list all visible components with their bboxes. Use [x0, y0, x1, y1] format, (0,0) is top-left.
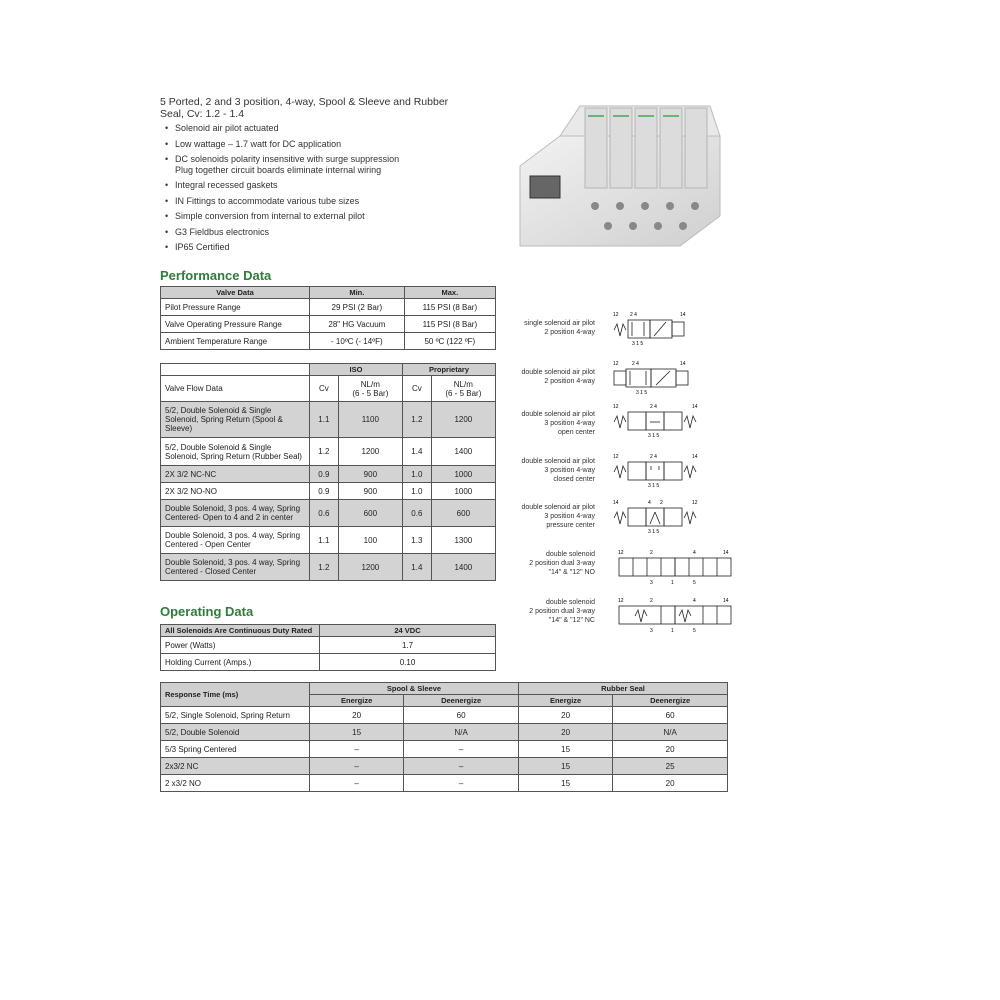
group-header-iso: ISO	[310, 364, 403, 376]
cell: 1.4	[402, 438, 431, 466]
feature-text: Plug together circuit boards eliminate internal wiring	[175, 164, 382, 175]
cell: –	[404, 775, 519, 792]
cell: 5/3 Spring Centered	[161, 741, 310, 758]
symbol-label-line: "14" & "12" NC	[548, 617, 595, 624]
port-label: 2 4	[632, 361, 639, 367]
cv-header: Cv	[310, 376, 339, 402]
symbol-label-line: pressure center	[546, 522, 595, 529]
flow-table	[160, 363, 496, 581]
symbol-label	[485, 368, 595, 386]
intro-line-1: 5 Ported, 2 and 3 position, 4-way, Spool & Sleeve and Rubber	[160, 96, 449, 108]
cell: 0.10	[320, 654, 496, 671]
cell: –	[404, 741, 519, 758]
cell: 600	[431, 500, 495, 527]
port-label: 1	[671, 580, 674, 586]
port-label: 3	[650, 580, 653, 586]
symbol-label	[485, 457, 595, 484]
cell: 900	[338, 483, 402, 500]
blank-cell	[161, 364, 310, 376]
nlm-range-text: (6 - 5 Bar)	[445, 388, 482, 398]
cell: 1300	[431, 527, 495, 554]
valve-symbol-icon	[610, 452, 702, 488]
symbol-label	[485, 410, 595, 437]
nlm-text: NL/m	[453, 379, 473, 389]
cell: 1.2	[310, 438, 339, 466]
nlm-range-text: (6 - 5 Bar)	[352, 388, 389, 398]
symbol-label-line: double solenoid air pilot	[521, 369, 595, 376]
symbol-label	[485, 503, 595, 530]
port-label: 12	[613, 404, 619, 410]
col-header: Deenergize	[404, 695, 519, 707]
port-label: 5	[693, 628, 696, 634]
cell: Pilot Pressure Range	[161, 299, 310, 316]
cell: 20	[310, 707, 404, 724]
feature-item: • G3 Fieldbus electronics	[165, 227, 465, 238]
cell: 115 PSI (8 Bar)	[404, 316, 495, 333]
cell: 1.0	[402, 483, 431, 500]
col-header: Min.	[310, 287, 405, 299]
symbol-label-line: 2 position 4-way	[544, 329, 595, 336]
port-label: 4	[693, 598, 696, 604]
port-label: 4	[648, 500, 651, 506]
symbol-label-line: double solenoid	[545, 551, 595, 558]
cell: 1100	[338, 402, 402, 438]
cell: 20	[613, 775, 728, 792]
port-label: 14	[680, 312, 686, 318]
intro-text	[160, 96, 480, 120]
col-header: Max.	[404, 287, 495, 299]
cell: 29 PSI (2 Bar)	[310, 299, 405, 316]
feature-list	[165, 123, 465, 258]
port-label: 14	[723, 598, 729, 604]
port-label: 3	[650, 628, 653, 634]
symbol-label-line: double solenoid	[545, 599, 595, 606]
symbol-label-line: 2 position 4-way	[544, 378, 595, 385]
valve-symbol-icon	[610, 402, 702, 438]
port-label: 2 4	[630, 312, 637, 318]
cell: N/A	[404, 724, 519, 741]
port-label: 2 4	[650, 454, 657, 460]
feature-text: • DC solenoids polarity insensitive with surge suppression	[175, 154, 400, 164]
cell: 1.7	[320, 637, 496, 654]
port-label: 5	[693, 580, 696, 586]
col-header: Deenergize	[613, 695, 728, 707]
port-label: 14	[613, 500, 619, 506]
nlm-text: NL/m	[360, 379, 380, 389]
cell: 1400	[431, 554, 495, 581]
feature-item: • Low wattage – 1.7 watt for DC application	[165, 139, 465, 150]
valve-manifold-image	[500, 96, 730, 264]
cell: –	[404, 758, 519, 775]
cell: 2X 3/2 NO-NO	[161, 483, 310, 500]
port-label: 12	[613, 361, 619, 367]
port-label: 14	[680, 361, 686, 367]
symbol-label-line: "14" & "12" NO	[548, 569, 595, 576]
cell: 1200	[338, 554, 402, 581]
performance-title: Performance Data	[160, 268, 272, 283]
symbol-label	[485, 319, 595, 337]
col-header: Response Time (ms)	[161, 683, 310, 707]
port-label: 12	[692, 500, 698, 506]
feature-item: • Solenoid air pilot actuated	[165, 123, 465, 134]
port-label: 3 1 5	[648, 529, 660, 534]
cell: Double Solenoid, 3 pos. 4 way, Spring Centered- Open to 4 and 2 in center	[161, 500, 310, 527]
symbol-label-line: open center	[558, 429, 595, 436]
valve-symbol-icon	[610, 498, 702, 534]
symbol-label-line: 3 position 4-way	[544, 513, 595, 520]
operating-title: Operating Data	[160, 604, 254, 619]
cell: 1.3	[402, 527, 431, 554]
cell: Double Solenoid, 3 pos. 4 way, Spring Centered - Closed Center	[161, 554, 310, 581]
cell: 1.0	[402, 466, 431, 483]
intro-line-2: Seal, Cv: 1.2 - 1.4	[160, 108, 245, 120]
valve-symbol-icon	[615, 596, 735, 634]
cell: 50 ºC (122 ºF)	[404, 333, 495, 350]
nlm-header	[338, 376, 402, 402]
cell: 0.9	[310, 466, 339, 483]
symbol-label-line: 2 position dual 3-way	[529, 608, 595, 615]
valve-symbol-icon	[615, 548, 735, 586]
group-header-rubber: Rubber Seal	[518, 683, 727, 695]
port-label: 12	[618, 598, 624, 604]
symbol-label-line: closed center	[553, 476, 595, 483]
cell: 0.6	[310, 500, 339, 527]
cell: Valve Operating Pressure Range	[161, 316, 310, 333]
port-label: 4	[693, 550, 696, 556]
cell: Power (Watts)	[161, 637, 320, 654]
operating-table	[160, 624, 496, 671]
port-label: 14	[692, 404, 698, 410]
port-label: 2	[650, 550, 653, 556]
col-header: All Solenoids Are Continuous Duty Rated	[161, 625, 320, 637]
cell: 1.2	[310, 554, 339, 581]
cell: 600	[338, 500, 402, 527]
port-label: 3 1 5	[648, 433, 660, 438]
cell: 1400	[431, 438, 495, 466]
cell: 1000	[431, 483, 495, 500]
cell: 100	[338, 527, 402, 554]
port-label: 3 1 5	[632, 341, 644, 346]
symbol-label-line: double solenoid air pilot	[521, 504, 595, 511]
cell: 5/2, Double Solenoid	[161, 724, 310, 741]
valve-symbol-icon	[610, 359, 692, 395]
cell: 2 x3/2 NO	[161, 775, 310, 792]
symbol-label	[485, 598, 595, 625]
cell: 20	[518, 724, 612, 741]
symbol-label-line: 2 position dual 3-way	[529, 560, 595, 567]
port-label: 3 1 5	[648, 483, 660, 488]
feature-item	[165, 154, 465, 175]
col-header: 24 VDC	[320, 625, 496, 637]
col-header: Valve Data	[161, 287, 310, 299]
cell: 900	[338, 466, 402, 483]
port-label: 14	[723, 550, 729, 556]
cell: 2x3/2 NC	[161, 758, 310, 775]
cell: 15	[518, 758, 612, 775]
cell: Double Solenoid, 3 pos. 4 way, Spring Centered - Open Center	[161, 527, 310, 554]
cell: 20	[613, 741, 728, 758]
port-label: 1	[671, 628, 674, 634]
cell: 1000	[431, 466, 495, 483]
col-header: Energize	[518, 695, 612, 707]
cell: 25	[613, 758, 728, 775]
cell: 60	[613, 707, 728, 724]
cell: 28" HG Vacuum	[310, 316, 405, 333]
performance-table	[160, 286, 496, 350]
port-label: 12	[613, 312, 619, 318]
feature-item: • Integral recessed gaskets	[165, 180, 465, 191]
cell: 60	[404, 707, 519, 724]
feature-item: • Simple conversion from internal to external pilot	[165, 211, 465, 222]
cell: 5/2, Double Solenoid & Single Solenoid, Spring Return (Spool & Sleeve)	[161, 402, 310, 438]
response-table	[160, 682, 728, 792]
cell: 15	[518, 775, 612, 792]
cell: 5/2, Double Solenoid & Single Solenoid, Spring Return (Rubber Seal)	[161, 438, 310, 466]
cell: 2X 3/2 NC-NC	[161, 466, 310, 483]
cell: 0.9	[310, 483, 339, 500]
cell: Holding Current (Amps.)	[161, 654, 320, 671]
cell: 1.1	[310, 527, 339, 554]
cell: 1200	[431, 402, 495, 438]
port-label: 2	[660, 500, 663, 506]
feature-item: • IN Fittings to accommodate various tube sizes	[165, 196, 465, 207]
cell: 0.6	[402, 500, 431, 527]
cell: 1.2	[402, 402, 431, 438]
cell: 20	[518, 707, 612, 724]
symbol-label-line: 3 position 4-way	[544, 467, 595, 474]
symbol-label-line: double solenoid air pilot	[521, 458, 595, 465]
port-label: 2	[650, 598, 653, 604]
port-label: 12	[613, 454, 619, 460]
cell: Ambient Temperature Range	[161, 333, 310, 350]
cell: 1.4	[402, 554, 431, 581]
symbol-label	[485, 550, 595, 577]
symbol-label-line: double solenoid air pilot	[521, 411, 595, 418]
valve-symbol-icon	[610, 310, 692, 346]
cell: 1.1	[310, 402, 339, 438]
symbol-label-line: 3 position 4-way	[544, 420, 595, 427]
cell: 115 PSI (8 Bar)	[404, 299, 495, 316]
cell: 5/2, Single Solenoid, Spring Return	[161, 707, 310, 724]
symbol-label-line: single solenoid air pilot	[524, 320, 595, 327]
cell: N/A	[613, 724, 728, 741]
port-label: 12	[618, 550, 624, 556]
cell: 15	[310, 724, 404, 741]
cv-header: Cv	[402, 376, 431, 402]
group-header-spool: Spool & Sleeve	[310, 683, 519, 695]
group-header-proprietary: Proprietary	[402, 364, 495, 376]
feature-item: • IP65 Certified	[165, 242, 465, 253]
cell: –	[310, 741, 404, 758]
cell: - 10ºC (- 14ºF)	[310, 333, 405, 350]
cell: 1200	[338, 438, 402, 466]
cell: –	[310, 758, 404, 775]
cell: 15	[518, 741, 612, 758]
cell: –	[310, 775, 404, 792]
port-label: 2 4	[650, 404, 657, 410]
port-label: 14	[692, 454, 698, 460]
col-header: Energize	[310, 695, 404, 707]
flow-label: Valve Flow Data	[161, 376, 310, 402]
port-label: 3 1 5	[636, 390, 648, 395]
